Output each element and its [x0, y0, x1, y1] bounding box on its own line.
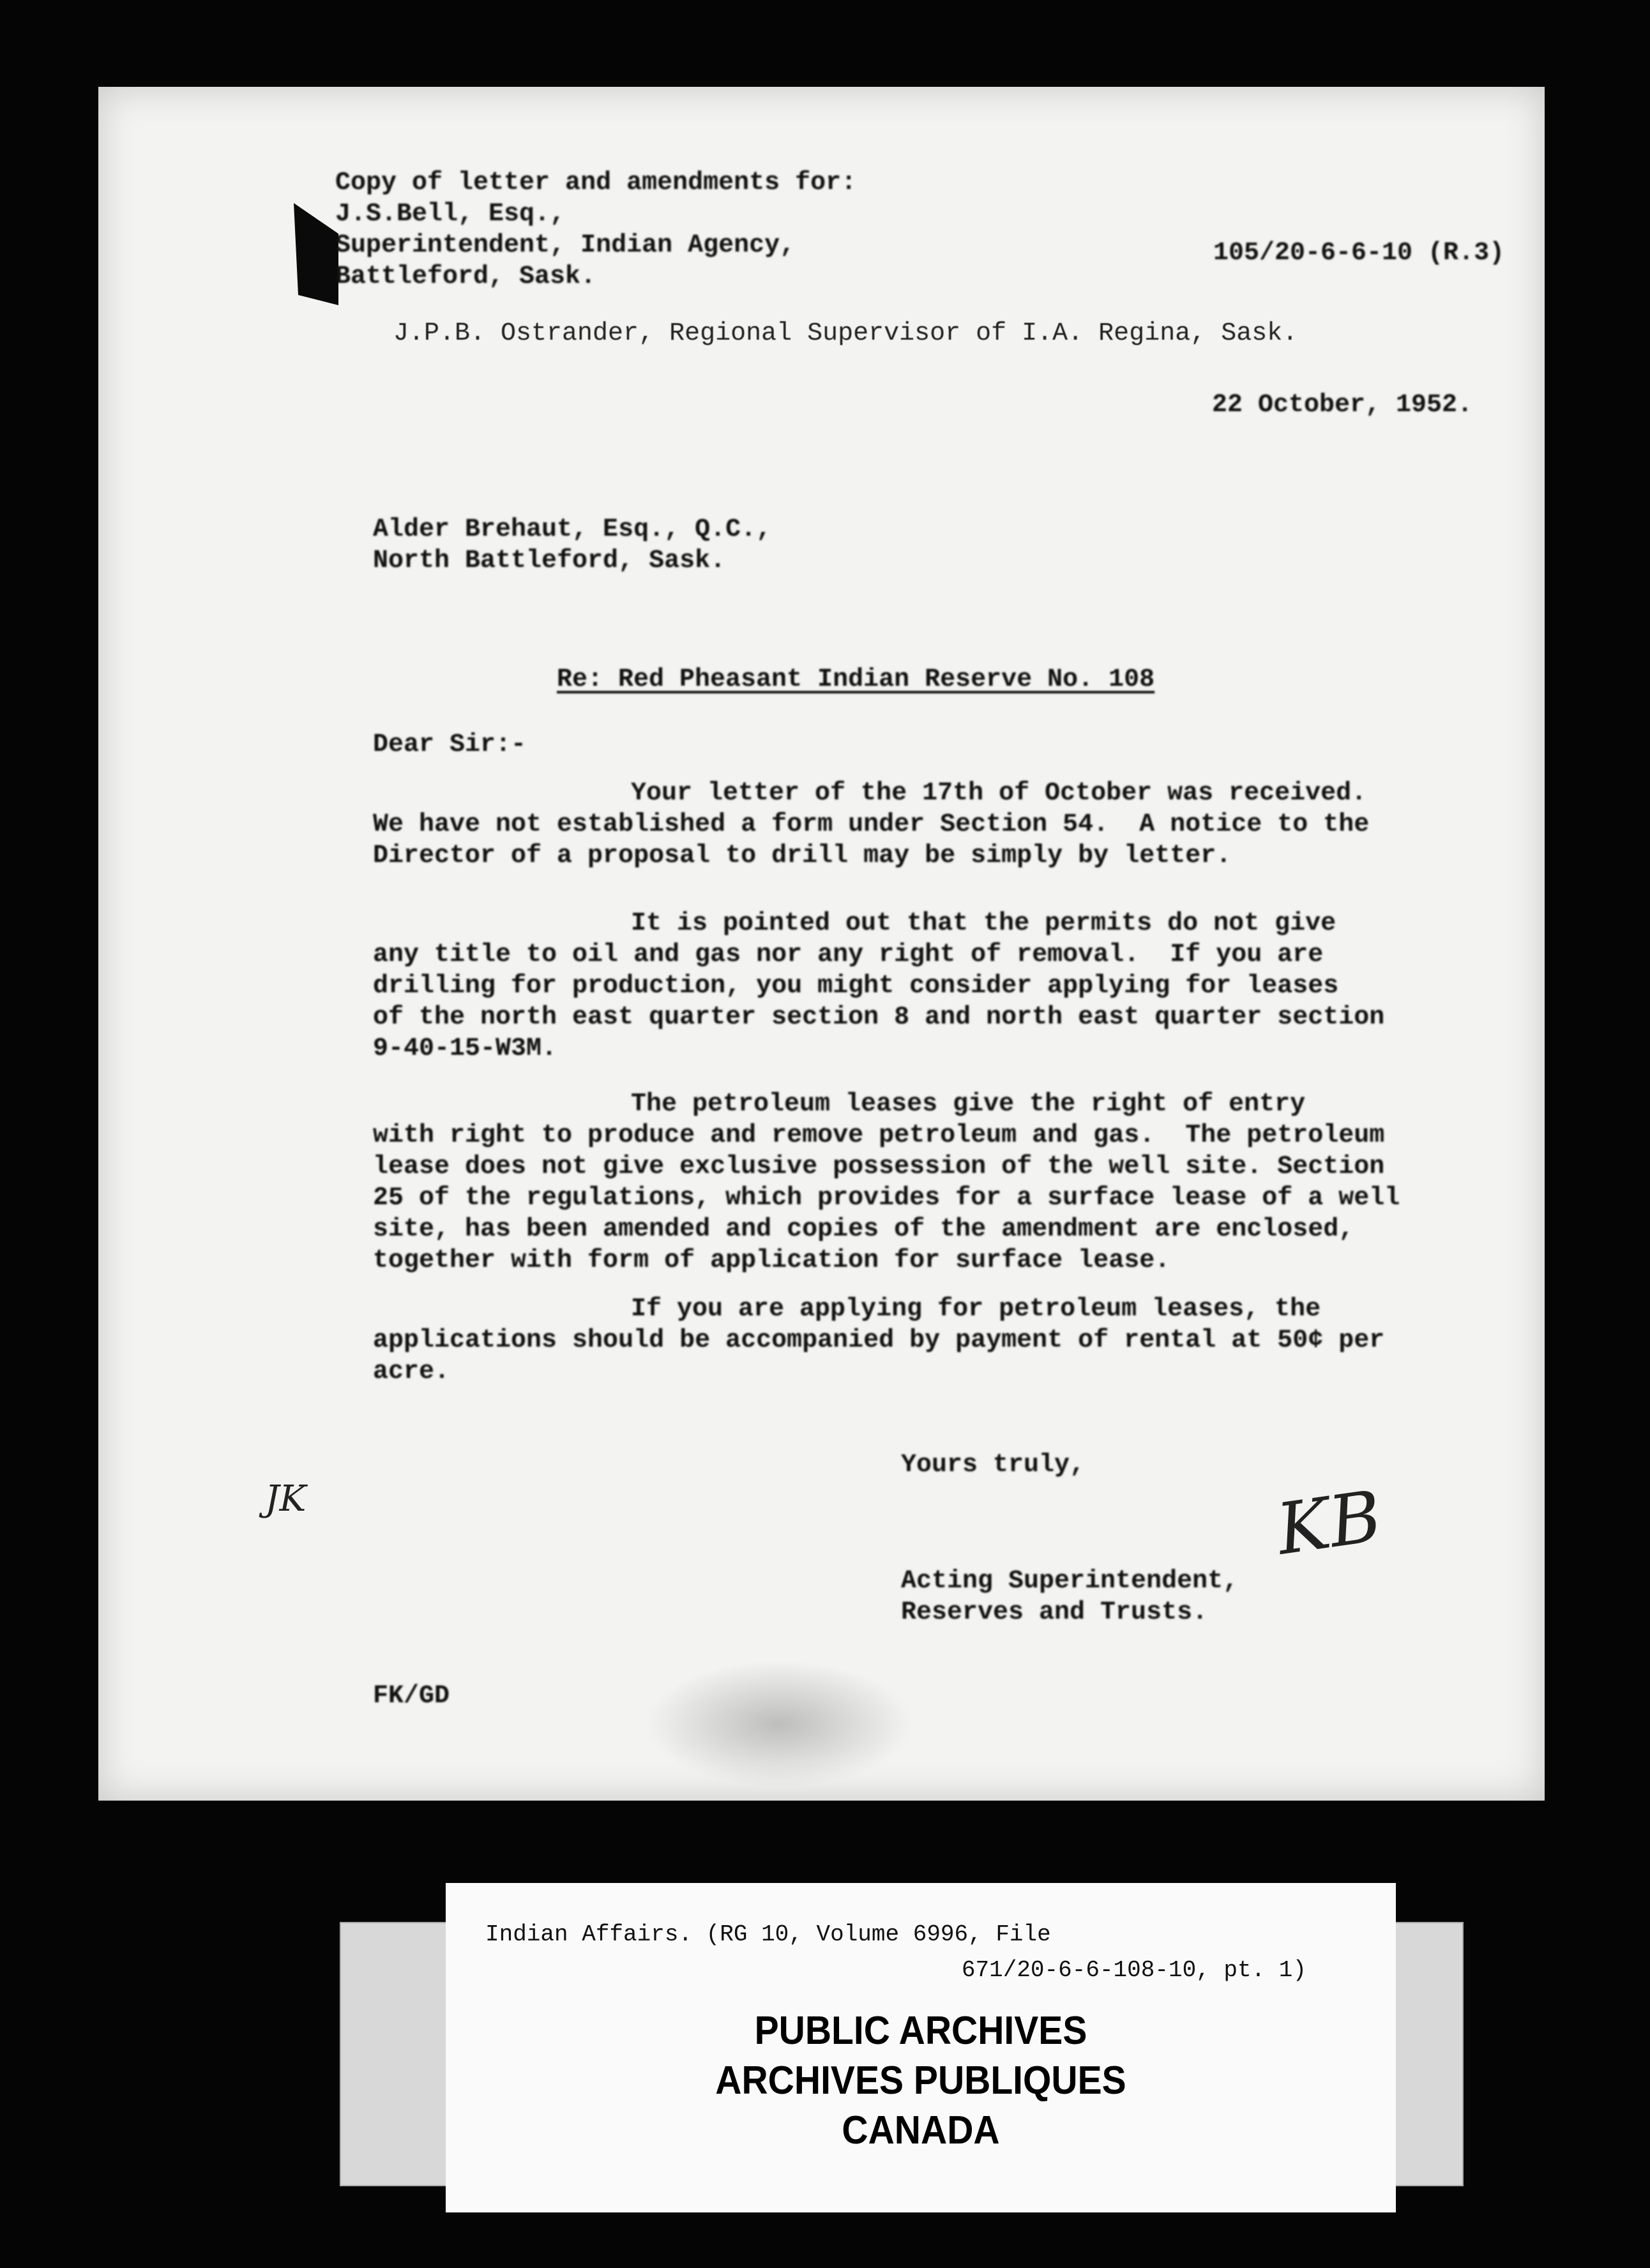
archive-stamp-line: PUBLIC ARCHIVES — [754, 2009, 1087, 2053]
text-line: The petroleum leases give the right of entry — [631, 1090, 1306, 1119]
text-line: 9-40-15-W3M. — [373, 1034, 557, 1063]
text-line: Director of a proposal to drill may be simply by letter. — [373, 842, 1232, 870]
citation-line-2: 671/20-6-6-108-10, pt. 1) — [961, 1957, 1306, 1983]
archive-label — [446, 1883, 1396, 2212]
addressee-line: Alder Brehaut, Esq., Q.C., — [373, 515, 772, 544]
signature-title-line: Acting Superintendent, — [901, 1567, 1239, 1596]
typist-initials: FK/GD — [373, 1682, 450, 1711]
text-line: any title to oil and gas nor any right of removal. If you are — [373, 941, 1324, 969]
addressee — [373, 514, 771, 577]
text-line: acre. — [373, 1357, 450, 1386]
copy-header — [335, 167, 856, 292]
signature: KB — [1271, 1475, 1387, 1571]
closing: Yours truly, — [901, 1451, 1086, 1479]
text-line: 25 of the regulations, which provides for a surface lease of a well — [373, 1184, 1400, 1213]
paragraph-1 — [373, 778, 1369, 872]
signature-title-line: Reserves and Trusts. — [901, 1598, 1208, 1627]
handwritten-note: JK — [265, 1478, 307, 1520]
paragraph-3 — [373, 1089, 1400, 1276]
cc-line: J.P.B. Ostrander, Regional Supervisor of I.A. Regina, Sask. — [393, 319, 1298, 348]
citation-line-1: Indian Affairs. (RG 10, Volume 6996, File — [485, 1921, 1051, 1947]
copy-header-line: J.S.Bell, Esq., — [335, 200, 566, 229]
text-line: of the north east quarter section 8 and north east quarter section — [373, 1003, 1385, 1032]
salutation: Dear Sir:- — [373, 730, 527, 759]
text-line: Your letter of the 17th of October was received. — [631, 779, 1367, 808]
paragraph-2 — [373, 908, 1384, 1064]
letter-date: 22 October, 1952. — [1212, 391, 1473, 420]
text-line: lease does not give exclusive possession of the well site. Section — [373, 1153, 1385, 1181]
text-line: We have not established a form under Section 54. A notice to the — [373, 810, 1370, 839]
text-line: applications should be accompanied by payment of rental at 50¢ per — [373, 1326, 1385, 1355]
archive-stamp-line: CANADA — [842, 2108, 1000, 2152]
stain — [645, 1660, 913, 1788]
text-line: site, has been amended and copies of the amendment are enclosed, — [373, 1215, 1354, 1244]
text-line: drilling for production, you might consider applying for leases — [373, 972, 1339, 1001]
paragraph-4 — [373, 1294, 1384, 1387]
text-line: It is pointed out that the permits do not give — [631, 909, 1336, 938]
text-line: If you are applying for petroleum leases, the — [631, 1295, 1321, 1324]
addressee-line: North Battleford, Sask. — [373, 547, 726, 575]
copy-header-line: Copy of letter and amendments for: — [335, 169, 857, 197]
text-line: together with form of application for surface lease. — [373, 1246, 1170, 1275]
text-line: with right to produce and remove petroleum and gas. The petroleum — [373, 1121, 1385, 1150]
signature-title — [901, 1566, 1238, 1628]
copy-header-line: Battleford, Sask. — [335, 262, 596, 291]
file-reference: 105/20-6-6-10 (R.3) — [1213, 239, 1505, 268]
subject-line: Re: Red Pheasant Indian Reserve No. 108 — [557, 665, 1155, 694]
copy-header-line: Superintendent, Indian Agency, — [335, 231, 796, 260]
archive-stamp-line: ARCHIVES PUBLIQUES — [715, 2059, 1126, 2103]
